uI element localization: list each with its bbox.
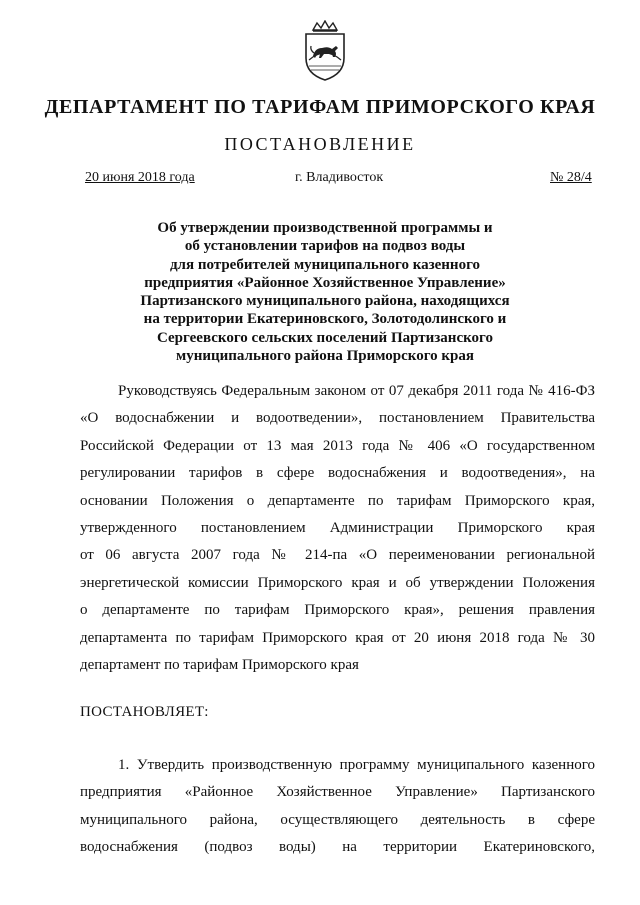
text-line: департамента по тарифам Приморского края от 20 июня 2018 года № 30 [80, 629, 595, 646]
decree-word: ПОСТАНОВЛЯЕТ: [80, 704, 209, 720]
coat-of-arms-icon [300, 20, 350, 82]
title-line: для потребителей муниципального казенного [169, 256, 481, 273]
title-line: Об утверждении производственной программы и [157, 220, 493, 236]
text-line: муниципального района, осуществляющего деятельность в сфере [80, 811, 595, 828]
document-date: 20 июня 2018 года [85, 170, 195, 185]
text-line: от 06 августа 2007 года № 214-па «О переименовании региональной [80, 547, 595, 564]
document-title [120, 219, 530, 365]
title-line: Партизанского муниципального района, находящихся [140, 293, 510, 310]
document-type: ПОСТАНОВЛЕНИЕ [224, 134, 416, 154]
text-line: энергетической комиссии Приморского края и об утверждении Положения [80, 574, 595, 591]
title-line: предприятия «Районное Хозяйственное Управление» [144, 274, 506, 291]
document-city: г. Владивосток [295, 170, 384, 185]
department-name: ДЕПАРТАМЕНТ ПО ТАРИФАМ ПРИМОРСКОГО КРАЯ [44, 96, 596, 118]
text-line: «О водоснабжении и водоотведении», постановлением Правительства [80, 410, 595, 427]
text-line: утвержденного постановлением Администрации Приморского края [80, 519, 595, 536]
text-line: Руководствуясь Федеральным законом от 07 декабря 2011 года № 416-ФЗ [118, 383, 595, 399]
title-line: об установлении тарифов на подвоз воды [184, 238, 466, 255]
text-line: департамент по тарифам Приморского края [80, 656, 359, 673]
document-number: № 28/4 [550, 170, 592, 185]
text-line: основании Положения о департаменте по тарифам Приморского края, [80, 492, 595, 509]
title-line: муниципального района Приморского края [175, 348, 475, 365]
text-line: предприятия «Районное Хозяйственное Управление» Партизанского [80, 784, 595, 801]
item-1-paragraph [80, 752, 595, 862]
text-line: Российской Федерации от 13 мая 2013 года № 406 «О государственном [80, 437, 595, 454]
text-line: 1. Утвердить производственную программу муниципального казенного [118, 757, 595, 773]
text-line: регулировании тарифов в сфере водоснабжения и водоотведения», на [80, 465, 595, 482]
preamble-paragraph [80, 378, 595, 679]
text-line: о департаменте по тарифам Приморского края», решения правления [80, 602, 595, 619]
title-line: Сергеевского сельских поселений Партизанского [157, 329, 493, 346]
text-line: водоснабжения (подвоз воды) на территории Екатериновского, [80, 839, 595, 856]
title-line: на территории Екатериновского, Золотодолинского и [143, 311, 507, 328]
